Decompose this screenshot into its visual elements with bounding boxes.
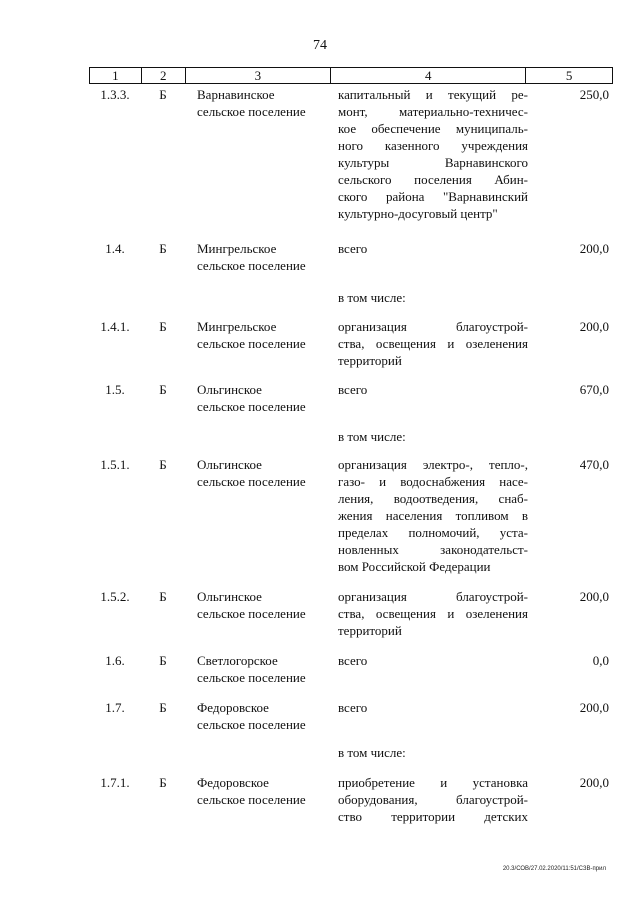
table-row <box>89 456 613 588</box>
description-line: ство территории детских <box>338 809 528 824</box>
table-row <box>89 318 613 381</box>
table-row <box>89 381 613 428</box>
settlement-name <box>197 318 331 352</box>
description-line: жения населения топливом в <box>338 508 528 523</box>
row-description <box>338 456 528 575</box>
settlement-name-line: Варнавинское <box>197 87 275 102</box>
row-category: Б <box>159 87 167 102</box>
row-description <box>338 86 528 222</box>
row-category: Б <box>159 319 167 334</box>
description-line: территорий <box>338 623 402 638</box>
row-value: 0,0 <box>592 653 609 668</box>
description-line: ления, водоотведения, снаб- <box>338 491 528 506</box>
description-line: ства, освещения и озеленения <box>338 336 528 351</box>
row-number: 1.5.2. <box>100 589 130 604</box>
settlement-name <box>197 86 331 120</box>
row-value: 200,0 <box>579 775 609 790</box>
settlement-name-line: сельское поселение <box>197 399 306 414</box>
row-value: 250,0 <box>579 87 609 102</box>
row-description <box>338 318 528 369</box>
settlement-name-line: сельское поселение <box>197 336 306 351</box>
description-line: ства, освещения и озеленения <box>338 606 528 621</box>
settlement-name-line: Ольгинское <box>197 382 262 397</box>
subheader-row <box>89 744 613 774</box>
document-code: 20.3/СОВ/27.02.2020/11:51/СЗВ-прил <box>502 866 606 872</box>
row-value: 200,0 <box>579 700 609 715</box>
description-line: приобретение и установка <box>338 775 528 790</box>
description-line: оборудования, благоустрой- <box>338 792 528 807</box>
table-row <box>89 86 613 240</box>
table-row <box>89 652 613 699</box>
table-body <box>89 86 613 834</box>
row-description <box>338 774 528 825</box>
settlement-name-line: Мингрельское <box>197 241 277 256</box>
settlement-name-line: Ольгинское <box>197 589 262 604</box>
row-value: 670,0 <box>579 382 609 397</box>
table-row <box>89 774 613 834</box>
settlement-name-line: сельское поселение <box>197 606 306 621</box>
description-line: всего <box>338 700 368 715</box>
row-number: 1.4. <box>105 241 125 256</box>
description-line: пределах полномочий, уста- <box>338 525 528 540</box>
description-line: сельского поселения Абин- <box>338 172 528 187</box>
description-line: монт, материально-техничес- <box>338 104 528 119</box>
settlement-name-line: Светлогорское <box>197 653 278 668</box>
row-category: Б <box>159 382 167 397</box>
description-line: капитальный и текущий ре- <box>338 87 528 102</box>
description-line: всего <box>338 382 368 397</box>
page-number: 74 <box>313 38 327 53</box>
table-row <box>89 699 613 744</box>
row-category: Б <box>159 775 167 790</box>
settlement-name <box>197 240 331 274</box>
table-row <box>89 240 613 289</box>
settlement-name-line: сельское поселение <box>197 474 306 489</box>
row-description <box>338 588 528 639</box>
row-number: 1.5.1. <box>100 457 130 472</box>
row-number: 1.5. <box>105 382 125 397</box>
row-number: 1.7. <box>105 700 125 715</box>
subheader-row <box>89 289 613 318</box>
column-header-2: 2 <box>142 68 186 83</box>
column-header-4: 4 <box>331 68 526 83</box>
subheader-text: в том числе: <box>338 745 406 760</box>
row-category: Б <box>159 589 167 604</box>
description-line: ного казенного учреждения <box>338 138 528 153</box>
settlement-name-line: сельское поселение <box>197 258 306 273</box>
row-value: 200,0 <box>579 319 609 334</box>
description-line: всего <box>338 653 368 668</box>
row-description <box>338 699 528 716</box>
row-number: 1.7.1. <box>100 775 130 790</box>
description-line: вом Российской Федерации <box>338 559 491 574</box>
settlement-name <box>197 774 331 808</box>
description-line: газо- и водоснабжения насе- <box>338 474 528 489</box>
description-line: организация благоустрой- <box>338 319 528 334</box>
subheader-row <box>89 428 613 456</box>
description-line: культурно-досуговый центр" <box>338 206 498 221</box>
subheader-text: в том числе: <box>338 290 406 305</box>
description-line: территорий <box>338 353 402 368</box>
settlement-name-line: Федоровское <box>197 775 269 790</box>
column-header-3: 3 <box>186 68 331 83</box>
row-description <box>338 652 528 669</box>
settlement-name <box>197 699 331 733</box>
settlement-name <box>197 456 331 490</box>
row-value: 470,0 <box>579 457 609 472</box>
row-description <box>338 381 528 398</box>
settlement-name-line: сельское поселение <box>197 717 306 732</box>
description-line: кое обеспечение муниципаль- <box>338 121 528 136</box>
description-line: новленных законодательст- <box>338 542 528 557</box>
description-line: организация электро-, тепло-, <box>338 457 528 472</box>
settlement-name-line: Ольгинское <box>197 457 262 472</box>
table-header <box>89 67 613 84</box>
settlement-name-line: Мингрельское <box>197 319 277 334</box>
column-header-5: 5 <box>565 68 573 83</box>
subheader-text: в том числе: <box>338 429 406 444</box>
description-line: ского района "Варнавинский <box>338 189 528 204</box>
row-category: Б <box>159 653 167 668</box>
description-line: культуры Варнавинского <box>338 155 528 170</box>
row-category: Б <box>159 457 167 472</box>
row-description <box>338 240 528 257</box>
row-number: 1.6. <box>105 653 125 668</box>
row-category: Б <box>159 241 167 256</box>
settlement-name <box>197 588 331 622</box>
column-header-1: 1 <box>90 68 142 83</box>
settlement-name-line: сельское поселение <box>197 792 306 807</box>
settlement-name <box>197 652 331 686</box>
settlement-name <box>197 381 331 415</box>
row-number: 1.4.1. <box>100 319 130 334</box>
settlement-name-line: сельское поселение <box>197 104 306 119</box>
row-category: Б <box>159 700 167 715</box>
row-number: 1.3.3. <box>100 87 130 102</box>
row-value: 200,0 <box>579 241 609 256</box>
settlement-name-line: сельское поселение <box>197 670 306 685</box>
row-value: 200,0 <box>579 589 609 604</box>
settlement-name-line: Федоровское <box>197 700 269 715</box>
table-row <box>89 588 613 652</box>
description-line: всего <box>338 241 368 256</box>
description-line: организация благоустрой- <box>338 589 528 604</box>
